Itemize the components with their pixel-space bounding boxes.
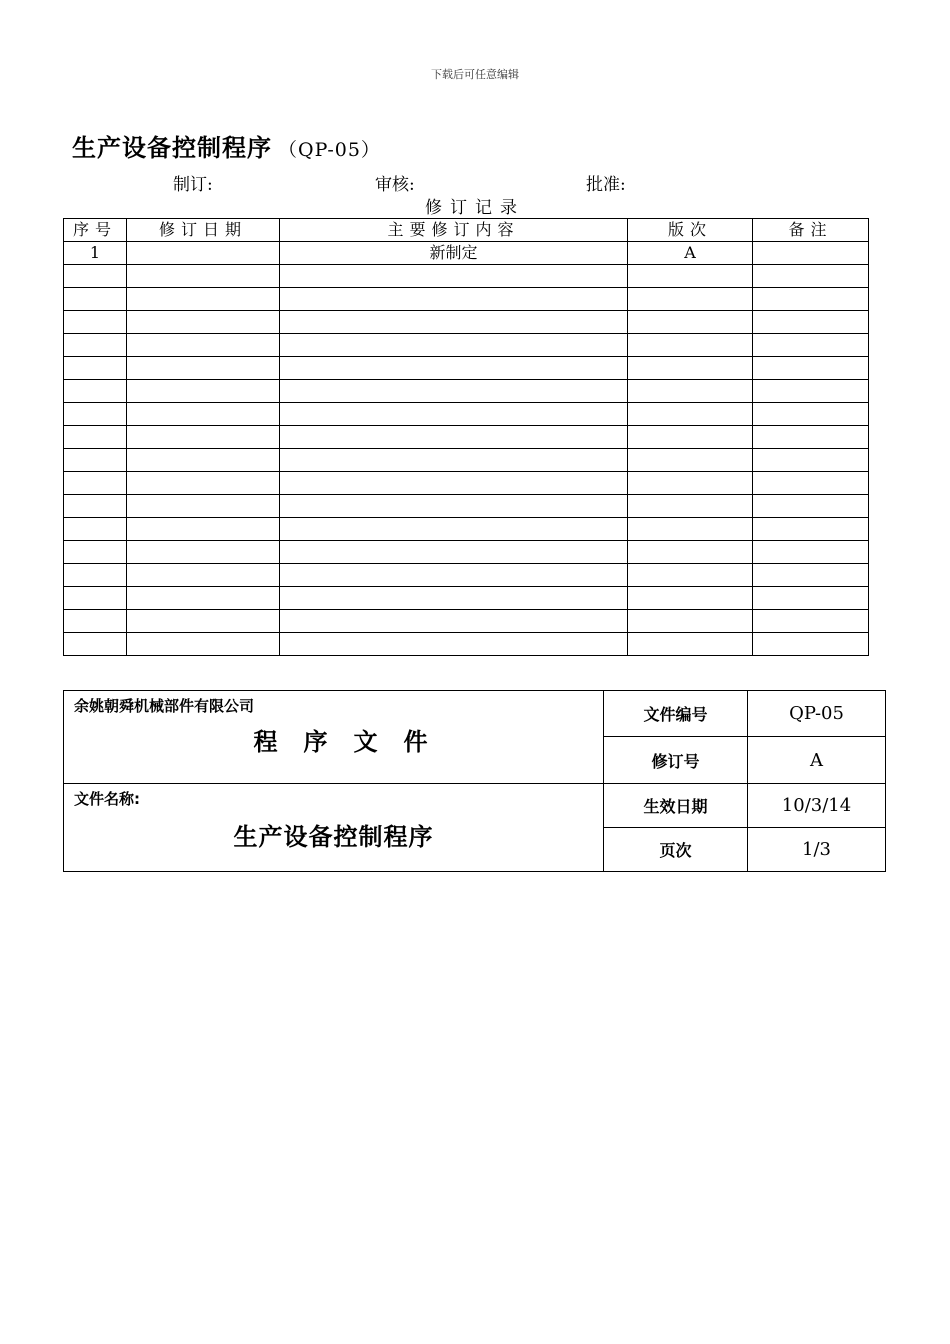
cell-version [628, 633, 753, 656]
revision-row [64, 587, 869, 610]
cell-revision-date [127, 610, 280, 633]
header-version: 版次 [628, 219, 753, 242]
revision-row [64, 265, 869, 288]
cell-revision-content [280, 610, 628, 633]
cell-seq [64, 449, 127, 472]
cell-seq [64, 564, 127, 587]
cell-seq [64, 380, 127, 403]
revision-row [64, 633, 869, 656]
revision-row [64, 311, 869, 334]
doc-no-value: QP-05 [748, 691, 886, 737]
effective-date-value: 10/3/14 [748, 784, 886, 828]
cell-revision-date [127, 265, 280, 288]
document-code: （QP-05） [278, 139, 381, 161]
cell-remarks [753, 610, 869, 633]
document-info-box [63, 690, 886, 872]
cell-remarks [753, 449, 869, 472]
header-remarks: 备注 [753, 219, 869, 242]
cell-revision-date [127, 403, 280, 426]
cell-remarks [753, 587, 869, 610]
cell-version [628, 495, 753, 518]
file-name-cell [64, 784, 604, 872]
cell-remarks [753, 426, 869, 449]
cell-revision-content [280, 587, 628, 610]
cell-version [628, 357, 753, 380]
cell-seq [64, 472, 127, 495]
cell-remarks [753, 495, 869, 518]
cell-revision-date [127, 449, 280, 472]
cell-remarks [753, 472, 869, 495]
cell-revision-date [127, 334, 280, 357]
cell-version [628, 265, 753, 288]
cell-revision-date [127, 357, 280, 380]
cell-version [628, 311, 753, 334]
revision-row [64, 495, 869, 518]
cell-revision-date [127, 541, 280, 564]
revision-row [64, 541, 869, 564]
review-signature-label: 审核: [375, 175, 415, 195]
cell-version [628, 334, 753, 357]
cell-revision-date [127, 426, 280, 449]
cell-version [628, 472, 753, 495]
cell-seq [64, 610, 127, 633]
cell-revision-date [127, 472, 280, 495]
header-seq: 序号 [64, 219, 127, 242]
revision-table-body [64, 242, 869, 656]
revision-row [64, 357, 869, 380]
cell-remarks [753, 380, 869, 403]
revision-row [64, 426, 869, 449]
cell-revision-content [280, 357, 628, 380]
cell-seq [64, 334, 127, 357]
revision-row [64, 403, 869, 426]
program-file-title: 程序文件 [253, 728, 454, 756]
cell-remarks [753, 633, 869, 656]
cell-revision-content [280, 334, 628, 357]
draft-signature-label: 制订: [173, 175, 213, 195]
cell-revision-date [127, 587, 280, 610]
cell-remarks [753, 357, 869, 380]
cell-revision-content [280, 564, 628, 587]
cell-remarks [753, 403, 869, 426]
cell-revision-content [280, 426, 628, 449]
revision-record-table [63, 218, 869, 656]
cell-version [628, 541, 753, 564]
revision-row [64, 610, 869, 633]
cell-seq [64, 587, 127, 610]
cell-remarks [753, 564, 869, 587]
cell-revision-date [127, 311, 280, 334]
cell-remarks [753, 242, 869, 265]
header-note: 下载后可任意编辑 [431, 68, 519, 81]
cell-revision-content [280, 403, 628, 426]
company-name: 余姚朝舜机械部件有限公司 [74, 697, 255, 715]
revision-row [64, 564, 869, 587]
cell-revision-content [280, 449, 628, 472]
cell-version: A [628, 242, 753, 265]
cell-revision-content [280, 541, 628, 564]
revision-row [64, 242, 869, 265]
cell-remarks [753, 288, 869, 311]
cell-revision-content [280, 633, 628, 656]
cell-version [628, 426, 753, 449]
cell-remarks [753, 265, 869, 288]
effective-date-label: 生效日期 [604, 784, 748, 828]
cell-seq [64, 403, 127, 426]
cell-seq [64, 633, 127, 656]
cell-remarks [753, 541, 869, 564]
cell-seq [64, 311, 127, 334]
cell-seq [64, 357, 127, 380]
page-label: 页次 [604, 828, 748, 872]
page-value: 1/3 [748, 828, 886, 872]
cell-version [628, 380, 753, 403]
cell-revision-content [280, 472, 628, 495]
header-revision-content: 主要修订内容 [280, 219, 628, 242]
revision-row [64, 449, 869, 472]
cell-revision-date [127, 564, 280, 587]
cell-remarks [753, 311, 869, 334]
cell-revision-content [280, 288, 628, 311]
cell-version [628, 449, 753, 472]
cell-version [628, 288, 753, 311]
revision-row [64, 518, 869, 541]
cell-remarks [753, 518, 869, 541]
revision-no-value: A [748, 737, 886, 784]
cell-revision-date [127, 633, 280, 656]
revision-row [64, 288, 869, 311]
revision-row [64, 472, 869, 495]
revision-row [64, 334, 869, 357]
revision-row [64, 380, 869, 403]
cell-revision-content [280, 518, 628, 541]
cell-revision-date [127, 518, 280, 541]
revision-record-caption: 修订记录 [425, 198, 525, 218]
header-revision-date: 修订日期 [127, 219, 280, 242]
cell-seq [64, 518, 127, 541]
cell-seq: 1 [64, 242, 127, 265]
company-cell [64, 691, 604, 784]
cell-seq [64, 541, 127, 564]
document-title [72, 128, 381, 163]
file-name-value: 生产设备控制程序 [233, 823, 434, 851]
cell-seq [64, 288, 127, 311]
cell-remarks [753, 334, 869, 357]
cell-version [628, 564, 753, 587]
document-title-main: 生产设备控制程序 [72, 134, 272, 162]
cell-revision-content: 新制定 [280, 242, 628, 265]
cell-revision-date [127, 288, 280, 311]
cell-version [628, 403, 753, 426]
cell-version [628, 610, 753, 633]
cell-revision-date [127, 380, 280, 403]
cell-version [628, 587, 753, 610]
cell-revision-content [280, 265, 628, 288]
revision-no-label: 修订号 [604, 737, 748, 784]
revision-header-row [64, 219, 869, 242]
cell-revision-content [280, 380, 628, 403]
file-name-label: 文件名称: [74, 790, 140, 808]
cell-revision-content [280, 495, 628, 518]
approve-signature-label: 批准: [586, 175, 626, 195]
doc-no-label: 文件编号 [604, 691, 748, 737]
cell-seq [64, 426, 127, 449]
cell-version [628, 518, 753, 541]
cell-revision-date [127, 242, 280, 265]
cell-seq [64, 265, 127, 288]
cell-revision-content [280, 311, 628, 334]
cell-seq [64, 495, 127, 518]
cell-revision-date [127, 495, 280, 518]
